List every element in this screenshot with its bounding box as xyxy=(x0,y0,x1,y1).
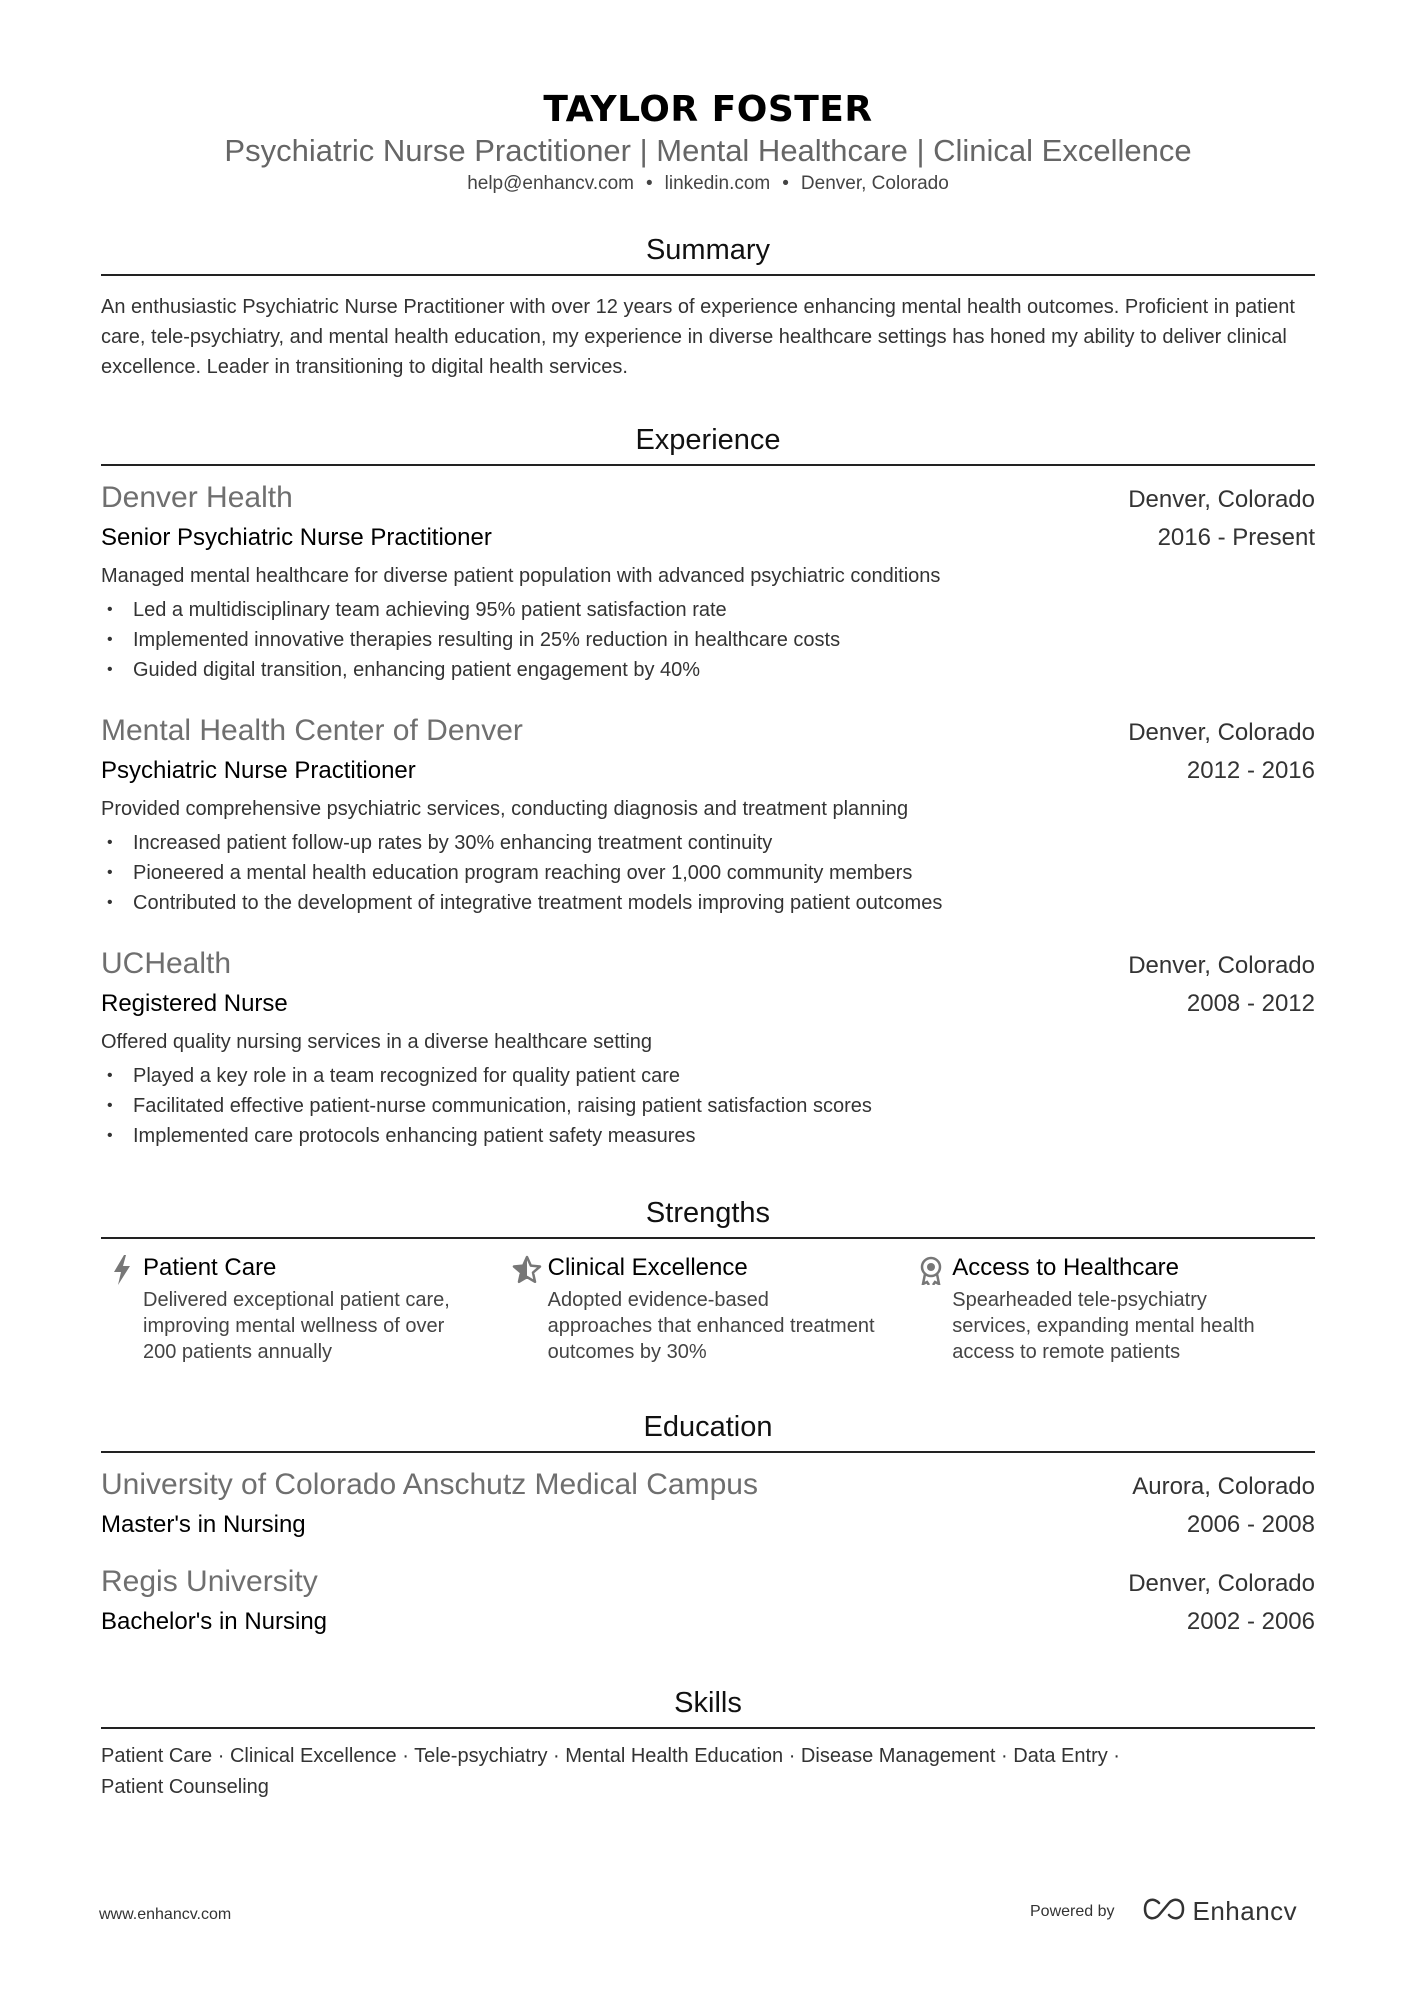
strength-item xyxy=(910,1251,1315,1365)
achievement-item: • Implemented care protocols enhancing patient safety measures xyxy=(133,1121,1315,1151)
job-location: Denver, Colorado xyxy=(1128,719,1315,746)
achievement-item: • Guided digital transition, enhancing patient engagement by 40% xyxy=(133,655,1315,685)
footer-website-link[interactable]: www.enhancv.com xyxy=(99,1906,232,1923)
candidate-name: TAYLOR FOSTER xyxy=(543,89,873,130)
resume-header xyxy=(101,88,1315,198)
education-entry xyxy=(101,1562,1315,1641)
contact-line xyxy=(101,170,1315,198)
email-link[interactable]: help@enhancv.com xyxy=(467,173,634,194)
education-dates: 2006 - 2008 xyxy=(1186,1511,1315,1538)
linkedin-link[interactable]: linkedin.com xyxy=(664,173,771,194)
strength-item xyxy=(101,1251,506,1365)
candidate-tagline: Psychiatric Nurse Practitioner | Mental Healthcare | Clinical Excellence xyxy=(224,133,1192,168)
lightning-bolt-icon xyxy=(101,1251,143,1365)
job-location: Denver, Colorado xyxy=(1128,486,1315,513)
powered-by-label: Powered by xyxy=(1030,1902,1115,1920)
strength-title: Access to Healthcare xyxy=(952,1254,1180,1281)
employer-name: Mental Health Center of Denver xyxy=(101,714,523,747)
achievement-list xyxy=(101,828,1315,918)
job-title: Registered Nurse xyxy=(101,990,288,1017)
strength-title: Clinical Excellence xyxy=(547,1254,748,1281)
job-title: Psychiatric Nurse Practitioner xyxy=(101,757,416,784)
section-divider xyxy=(101,1451,1315,1453)
job-title: Senior Psychiatric Nurse Practitioner xyxy=(101,524,492,551)
resume-page xyxy=(101,88,1315,1803)
skills-line: Patient Care · Clinical Excellence · Tele-psychiatry · Mental Health Education · Disease Management · Data Entry · xyxy=(101,1745,1120,1767)
separator-dot: • xyxy=(646,173,653,194)
skills-list xyxy=(101,1741,1315,1803)
strength-title: Patient Care xyxy=(143,1254,277,1281)
strength-description: Spearheaded tele-psychiatry services, expanding mental health access to remote patients xyxy=(952,1289,1255,1363)
enhancv-logo-icon xyxy=(1141,1897,1187,1926)
achievement-item: • Played a key role in a team recognized for quality patient care xyxy=(133,1061,1315,1091)
star-icon xyxy=(506,1251,548,1365)
achievement-item: • Pioneered a mental health education program reaching over 1,000 community members xyxy=(133,858,1315,888)
school-location: Aurora, Colorado xyxy=(1132,1473,1315,1500)
achievement-item: • Contributed to the development of integrative treatment models improving patient outcomes xyxy=(133,888,1315,918)
achievement-list xyxy=(101,595,1315,685)
summary-text: An enthusiastic Psychiatric Nurse Practitioner with over 12 years of experience enhancing mental health outcomes. Proficient in patient care, tele-psychiatry, and mental health education, my experience in diverse healthcare settings has honed my ability to deliver clinical excellence. Leader in transitioning to digital health services. xyxy=(101,296,1295,378)
strength-description: Delivered exceptional patient care, improving mental wellness of over 200 patients annually xyxy=(143,1289,450,1363)
employer-name: Denver Health xyxy=(101,481,293,514)
employer-name: UCHealth xyxy=(101,947,232,980)
experience-entry xyxy=(101,944,1315,1151)
strength-description: Adopted evidence-based approaches that enhanced treatment outcomes by 30% xyxy=(547,1289,875,1363)
award-badge-icon xyxy=(910,1251,952,1365)
job-dates: 2012 - 2016 xyxy=(1186,757,1315,784)
degree-name: Master's in Nursing xyxy=(101,1511,306,1538)
achievement-item: • Led a multidisciplinary team achieving 95% patient satisfaction rate xyxy=(133,595,1315,625)
job-dates: 2016 - Present xyxy=(1157,524,1315,551)
experience-entry xyxy=(101,711,1315,918)
section-title-skills: Skills xyxy=(674,1687,742,1719)
job-description: Managed mental healthcare for diverse patient population with advanced psychiatric conditions xyxy=(101,565,941,587)
section-title-summary: Summary xyxy=(645,234,771,266)
section-divider xyxy=(101,274,1315,276)
brand-name: Enhancv xyxy=(1192,1896,1298,1926)
school-location: Denver, Colorado xyxy=(1128,1570,1315,1597)
section-title-strengths: Strengths xyxy=(645,1197,771,1229)
achievement-item: • Facilitated effective patient-nurse communication, raising patient satisfaction scores xyxy=(133,1091,1315,1121)
location-text: Denver, Colorado xyxy=(800,173,949,194)
school-name: University of Colorado Anschutz Medical Campus xyxy=(101,1468,758,1501)
job-description: Offered quality nursing services in a diverse healthcare setting xyxy=(101,1031,653,1053)
job-dates: 2008 - 2012 xyxy=(1186,990,1315,1017)
section-title-education: Education xyxy=(643,1411,773,1443)
skills-line: Patient Counseling xyxy=(101,1776,269,1798)
achievement-item: • Implemented innovative therapies resulting in 25% reduction in healthcare costs xyxy=(133,625,1315,655)
job-location: Denver, Colorado xyxy=(1128,952,1315,979)
strengths-grid xyxy=(101,1251,1315,1365)
section-divider xyxy=(101,464,1315,466)
education-dates: 2002 - 2006 xyxy=(1186,1608,1315,1635)
experience-entry xyxy=(101,478,1315,685)
achievement-list xyxy=(101,1061,1315,1151)
footer-branding[interactable] xyxy=(1030,1896,1297,1927)
education-entry xyxy=(101,1465,1315,1544)
section-title-experience: Experience xyxy=(635,424,781,456)
section-divider xyxy=(101,1237,1315,1239)
job-description: Provided comprehensive psychiatric services, conducting diagnosis and treatment planning xyxy=(101,798,909,820)
degree-name: Bachelor's in Nursing xyxy=(101,1608,328,1635)
section-divider xyxy=(101,1727,1315,1729)
strength-item xyxy=(506,1251,911,1365)
separator-dot: • xyxy=(782,173,789,194)
achievement-item: • Increased patient follow-up rates by 30% enhancing treatment continuity xyxy=(133,828,1315,858)
school-name: Regis University xyxy=(101,1565,318,1598)
